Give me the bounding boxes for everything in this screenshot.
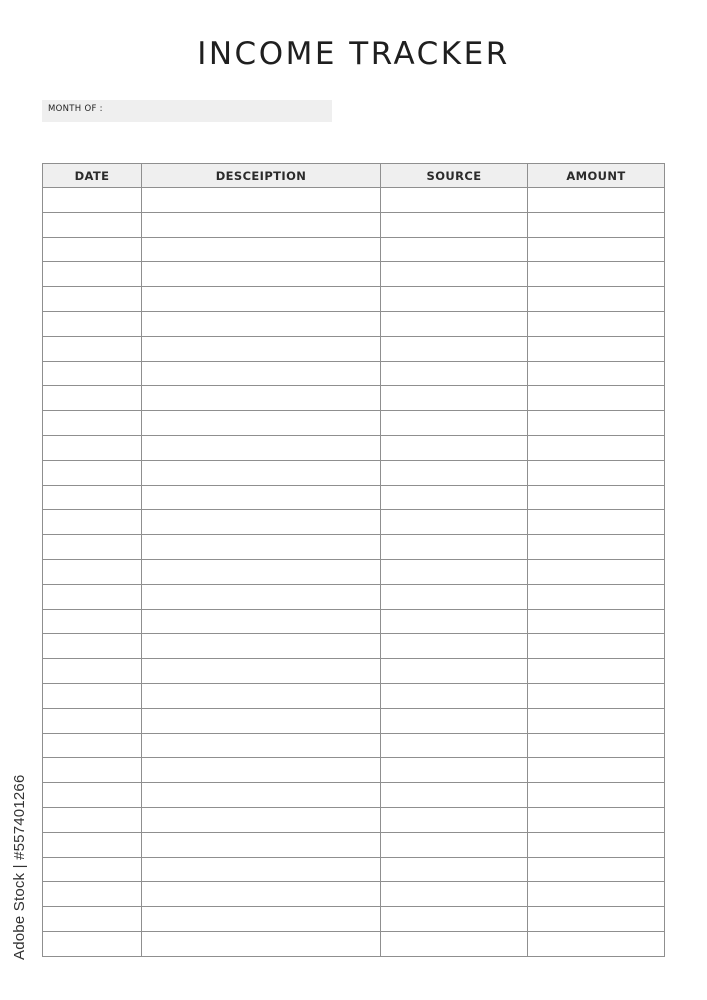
cell-source[interactable] <box>381 659 528 684</box>
cell-amount[interactable] <box>528 212 665 237</box>
cell-date[interactable] <box>43 559 142 584</box>
cell-description[interactable] <box>142 336 381 361</box>
cell-description[interactable] <box>142 386 381 411</box>
cell-date[interactable] <box>43 708 142 733</box>
cell-description[interactable] <box>142 708 381 733</box>
cell-amount[interactable] <box>528 287 665 312</box>
cell-date[interactable] <box>43 386 142 411</box>
cell-amount[interactable] <box>528 535 665 560</box>
cell-description[interactable] <box>142 559 381 584</box>
cell-description[interactable] <box>142 584 381 609</box>
cell-date[interactable] <box>43 237 142 262</box>
table-row <box>43 311 665 336</box>
table-row <box>43 212 665 237</box>
cell-date[interactable] <box>43 758 142 783</box>
cell-amount[interactable] <box>528 733 665 758</box>
cell-description[interactable] <box>142 237 381 262</box>
column-header-source: SOURCE <box>381 164 528 188</box>
cell-description[interactable] <box>142 361 381 386</box>
stock-id-text: Adobe Stock | #557401266 <box>11 774 28 960</box>
cell-description[interactable] <box>142 807 381 832</box>
cell-amount[interactable] <box>528 758 665 783</box>
cell-source[interactable] <box>381 311 528 336</box>
cell-description[interactable] <box>142 262 381 287</box>
cell-amount[interactable] <box>528 485 665 510</box>
cell-source[interactable] <box>381 188 528 213</box>
cell-date[interactable] <box>43 733 142 758</box>
cell-amount[interactable] <box>528 783 665 808</box>
cell-description[interactable] <box>142 609 381 634</box>
cell-description[interactable] <box>142 411 381 436</box>
cell-source[interactable] <box>381 758 528 783</box>
table-row <box>43 460 665 485</box>
cell-date[interactable] <box>43 882 142 907</box>
cell-amount[interactable] <box>528 559 665 584</box>
cell-date[interactable] <box>43 485 142 510</box>
cell-amount[interactable] <box>528 188 665 213</box>
cell-description[interactable] <box>142 683 381 708</box>
table-row <box>43 485 665 510</box>
cell-source[interactable] <box>381 262 528 287</box>
cell-description[interactable] <box>142 907 381 932</box>
cell-date[interactable] <box>43 212 142 237</box>
cell-date[interactable] <box>43 535 142 560</box>
cell-description[interactable] <box>142 435 381 460</box>
table-row <box>43 535 665 560</box>
cell-date[interactable] <box>43 907 142 932</box>
cell-source[interactable] <box>381 361 528 386</box>
cell-date[interactable] <box>43 857 142 882</box>
cell-source[interactable] <box>381 386 528 411</box>
cell-source[interactable] <box>381 634 528 659</box>
cell-date[interactable] <box>43 361 142 386</box>
cell-description[interactable] <box>142 535 381 560</box>
cell-amount[interactable] <box>528 634 665 659</box>
table-row <box>43 584 665 609</box>
cell-date[interactable] <box>43 411 142 436</box>
table-row <box>43 435 665 460</box>
cell-source[interactable] <box>381 510 528 535</box>
cell-source[interactable] <box>381 460 528 485</box>
cell-date[interactable] <box>43 510 142 535</box>
cell-amount[interactable] <box>528 609 665 634</box>
cell-source[interactable] <box>381 907 528 932</box>
cell-date[interactable] <box>43 435 142 460</box>
cell-amount[interactable] <box>528 659 665 684</box>
cell-source[interactable] <box>381 609 528 634</box>
table-body <box>43 188 665 957</box>
table-row <box>43 510 665 535</box>
table-row <box>43 411 665 436</box>
cell-date[interactable] <box>43 311 142 336</box>
cell-source[interactable] <box>381 882 528 907</box>
cell-date[interactable] <box>43 287 142 312</box>
cell-date[interactable] <box>43 783 142 808</box>
cell-description[interactable] <box>142 188 381 213</box>
table-row <box>43 807 665 832</box>
cell-description[interactable] <box>142 659 381 684</box>
cell-date[interactable] <box>43 609 142 634</box>
cell-source[interactable] <box>381 435 528 460</box>
cell-description[interactable] <box>142 212 381 237</box>
cell-amount[interactable] <box>528 683 665 708</box>
cell-amount[interactable] <box>528 584 665 609</box>
table-row <box>43 832 665 857</box>
cell-date[interactable] <box>43 807 142 832</box>
table-row <box>43 708 665 733</box>
table-row <box>43 609 665 634</box>
table-row <box>43 783 665 808</box>
cell-source[interactable] <box>381 733 528 758</box>
cell-source[interactable] <box>381 237 528 262</box>
cell-amount[interactable] <box>528 510 665 535</box>
cell-description[interactable] <box>142 311 381 336</box>
cell-source[interactable] <box>381 783 528 808</box>
cell-date[interactable] <box>43 659 142 684</box>
cell-date[interactable] <box>43 584 142 609</box>
cell-amount[interactable] <box>528 411 665 436</box>
month-label: MONTH OF : <box>48 104 103 114</box>
table-header-row <box>43 164 665 188</box>
cell-source[interactable] <box>381 857 528 882</box>
table-row <box>43 659 665 684</box>
cell-amount[interactable] <box>528 832 665 857</box>
table-row <box>43 287 665 312</box>
table-row <box>43 931 665 956</box>
cell-source[interactable] <box>381 931 528 956</box>
month-field[interactable] <box>42 100 332 122</box>
cell-date[interactable] <box>43 262 142 287</box>
cell-source[interactable] <box>381 683 528 708</box>
cell-date[interactable] <box>43 188 142 213</box>
cell-amount[interactable] <box>528 336 665 361</box>
page-title: INCOME TRACKER <box>197 36 510 72</box>
cell-description[interactable] <box>142 882 381 907</box>
cell-amount[interactable] <box>528 708 665 733</box>
cell-amount[interactable] <box>528 857 665 882</box>
table-row <box>43 188 665 213</box>
table-row <box>43 733 665 758</box>
cell-amount[interactable] <box>528 361 665 386</box>
cell-amount[interactable] <box>528 882 665 907</box>
cell-date[interactable] <box>43 832 142 857</box>
cell-description[interactable] <box>142 460 381 485</box>
income-table <box>42 163 665 957</box>
table-row <box>43 907 665 932</box>
cell-source[interactable] <box>381 832 528 857</box>
cell-amount[interactable] <box>528 460 665 485</box>
cell-amount[interactable] <box>528 907 665 932</box>
cell-date[interactable] <box>43 460 142 485</box>
cell-description[interactable] <box>142 485 381 510</box>
cell-amount[interactable] <box>528 435 665 460</box>
table-row <box>43 758 665 783</box>
table-row <box>43 634 665 659</box>
table-row <box>43 857 665 882</box>
table-row <box>43 386 665 411</box>
column-header-date: DATE <box>43 164 142 188</box>
cell-source[interactable] <box>381 708 528 733</box>
cell-description[interactable] <box>142 733 381 758</box>
table-row <box>43 683 665 708</box>
cell-source[interactable] <box>381 336 528 361</box>
table-row <box>43 237 665 262</box>
cell-source[interactable] <box>381 535 528 560</box>
cell-amount[interactable] <box>528 931 665 956</box>
cell-source[interactable] <box>381 485 528 510</box>
table-row <box>43 559 665 584</box>
cell-source[interactable] <box>381 584 528 609</box>
cell-date[interactable] <box>43 336 142 361</box>
cell-description[interactable] <box>142 783 381 808</box>
cell-date[interactable] <box>43 634 142 659</box>
cell-source[interactable] <box>381 559 528 584</box>
column-header-amount: AMOUNT <box>528 164 665 188</box>
cell-description[interactable] <box>142 832 381 857</box>
cell-source[interactable] <box>381 212 528 237</box>
cell-source[interactable] <box>381 411 528 436</box>
cell-description[interactable] <box>142 758 381 783</box>
table-row <box>43 882 665 907</box>
cell-source[interactable] <box>381 807 528 832</box>
table-row <box>43 361 665 386</box>
cell-description[interactable] <box>142 857 381 882</box>
cell-date[interactable] <box>43 683 142 708</box>
cell-amount[interactable] <box>528 386 665 411</box>
cell-date[interactable] <box>43 931 142 956</box>
cell-amount[interactable] <box>528 807 665 832</box>
cell-description[interactable] <box>142 634 381 659</box>
table-row <box>43 262 665 287</box>
table-row <box>43 336 665 361</box>
cell-description[interactable] <box>142 287 381 312</box>
column-header-description: DESCEIPTION <box>142 164 381 188</box>
cell-description[interactable] <box>142 510 381 535</box>
cell-description[interactable] <box>142 931 381 956</box>
cell-amount[interactable] <box>528 311 665 336</box>
cell-amount[interactable] <box>528 237 665 262</box>
cell-source[interactable] <box>381 287 528 312</box>
cell-amount[interactable] <box>528 262 665 287</box>
